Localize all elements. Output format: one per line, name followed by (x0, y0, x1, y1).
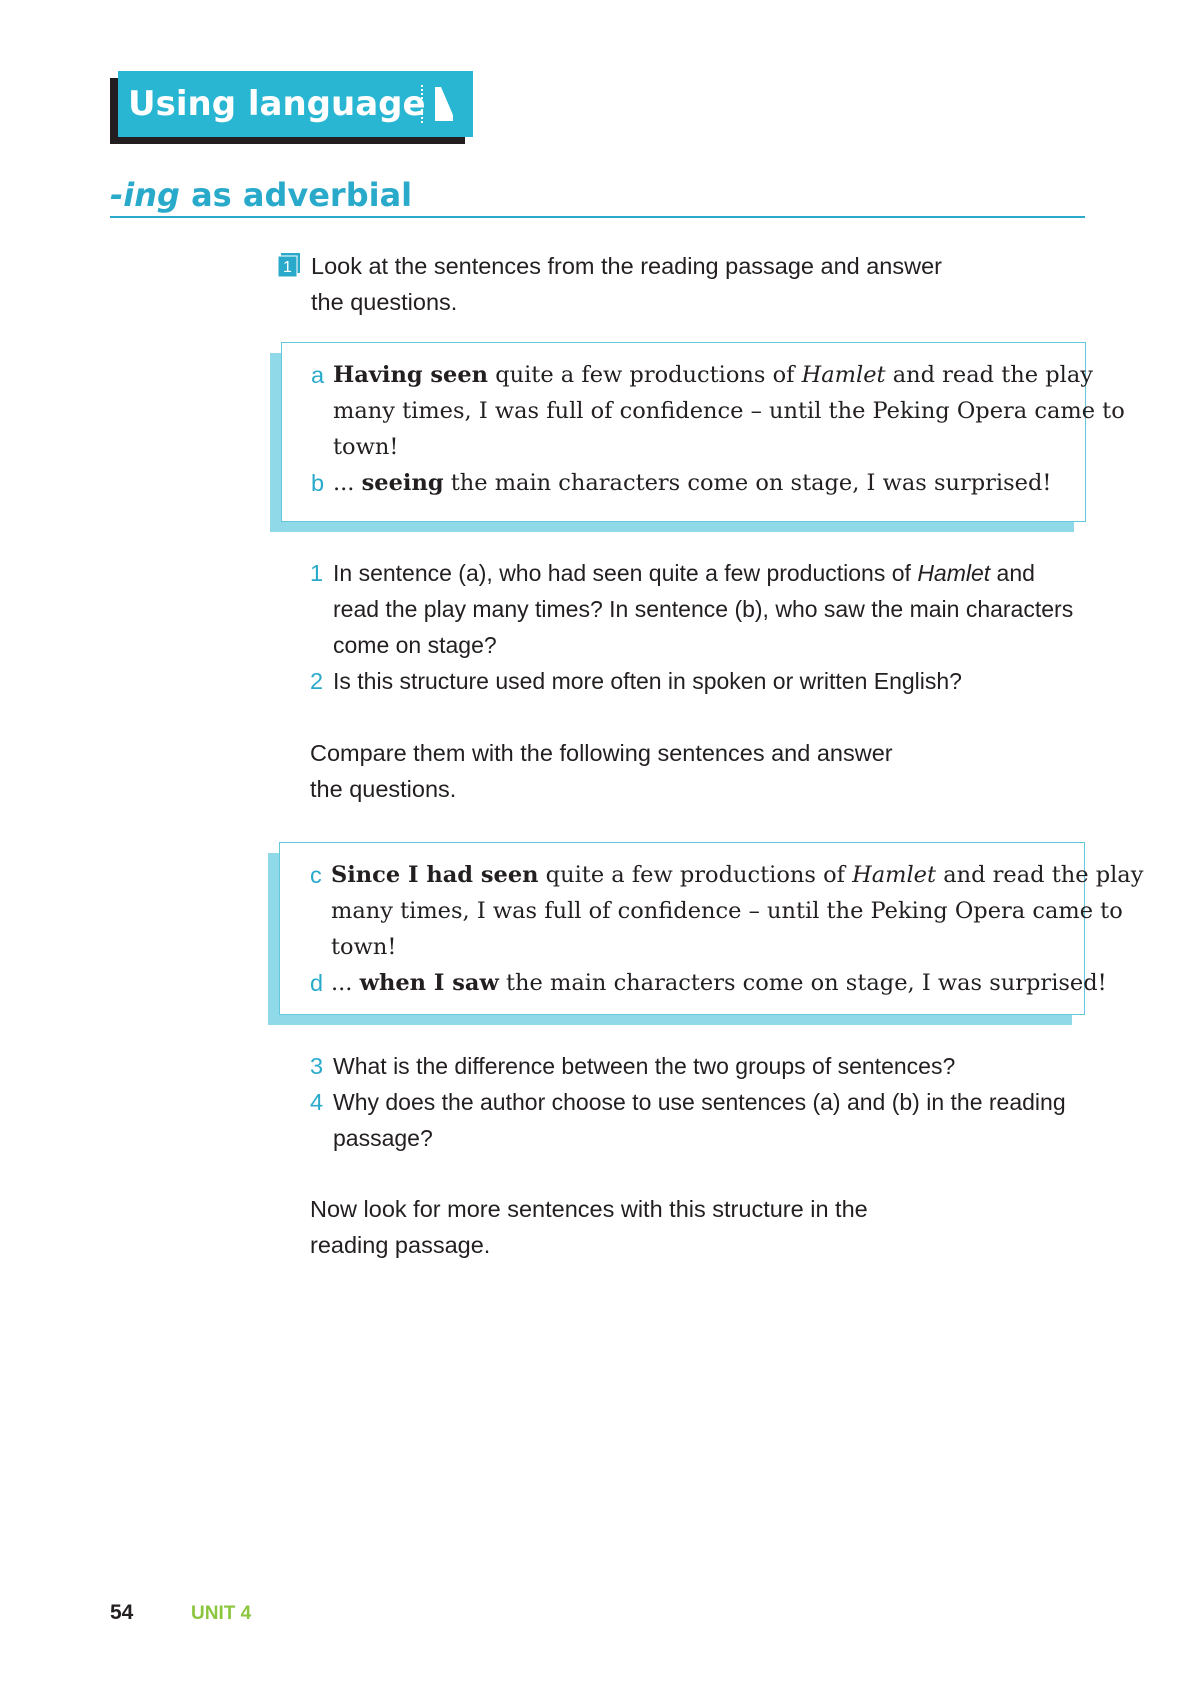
sentence-c-text: quite a few productions of (538, 862, 853, 888)
sentence-c-line: many times, I was full of confidence – until the Peking Opera came to (331, 898, 1123, 924)
sentence-c-bold: Since I had seen (331, 862, 539, 888)
instruction-line: Now look for more sentences with this structure in the (310, 1196, 868, 1222)
sentence-b-bold: seeing (361, 470, 444, 496)
question-line: Is this structure used more often in spoken or written English? (333, 668, 962, 694)
banner-divider (421, 85, 423, 123)
banner-title: Using language (128, 84, 426, 124)
question-text: and (990, 560, 1035, 586)
question-2 (333, 663, 1093, 699)
numbered-square-icon (278, 253, 300, 277)
sentence-c-line: town! (331, 934, 397, 960)
section-title (110, 176, 412, 214)
unit-label: UNIT 4 (191, 1603, 252, 1624)
sentence-label: c (310, 862, 322, 888)
section-title-italic: -ing (110, 176, 180, 214)
sentence-b-line (333, 465, 1051, 501)
closing-instruction (310, 1191, 1010, 1263)
sentence-b-prefix: ... (333, 470, 362, 496)
question-line: Why does the author choose to use sentences (a) and (b) in the reading (333, 1089, 1066, 1115)
sentence-d-line (331, 965, 1107, 1001)
compare-instruction (310, 735, 1010, 807)
sentence-d-text: the main characters come on stage, I was surprised! (498, 970, 1107, 996)
section-title-rest: as adverbial (179, 176, 413, 214)
instruction-line: the questions. (310, 776, 457, 802)
sentence-c-italic: Hamlet (852, 862, 937, 888)
question-number: 4 (310, 1089, 324, 1115)
sentence-label: b (311, 470, 325, 496)
exercise-number: 1 (283, 259, 292, 276)
exercise-instruction (311, 248, 1011, 320)
section-rule (110, 216, 1085, 218)
sentence-a-text: quite a few productions of (488, 362, 802, 388)
sentence-a-line: many times, I was full of confidence – until the Peking Opera came to (333, 398, 1125, 424)
instruction-line: the questions. (311, 289, 458, 315)
sentence-label: d (310, 970, 324, 996)
sentence-c-text: and read the play (936, 862, 1144, 888)
instruction-line: reading passage. (310, 1232, 491, 1258)
question-text: In sentence (a), who had seen quite a few productions of (333, 560, 918, 586)
page-number: 54 (110, 1601, 134, 1624)
question-number: 2 (310, 668, 324, 694)
sentence-b-text: the main characters come on stage, I was surprised! (443, 470, 1052, 496)
question-line: passage? (333, 1125, 433, 1151)
sentence-a-line: town! (333, 434, 399, 460)
question-4 (333, 1084, 1093, 1156)
instruction-line: Look at the sentences from the reading passage and answer (311, 253, 942, 279)
sentence-d-bold: when I saw (359, 970, 499, 996)
question-number: 3 (310, 1053, 324, 1079)
sentence-c-line (331, 857, 1143, 893)
sentence-a-line (333, 357, 1093, 393)
instruction-line: Compare them with the following sentences and answer (310, 740, 893, 766)
sentence-a-text: and read the play (885, 362, 1093, 388)
question-italic: Hamlet (917, 560, 991, 586)
question-line (333, 555, 1093, 591)
page-flag-icon (433, 85, 455, 123)
sentence-a-italic: Hamlet (801, 362, 886, 388)
sentence-d-prefix: ... (331, 970, 360, 996)
header-banner (118, 71, 473, 137)
sentence-label: a (311, 362, 325, 388)
question-number: 1 (310, 560, 324, 586)
question-1 (333, 555, 1093, 663)
question-line: What is the difference between the two groups of sentences? (333, 1053, 956, 1079)
question-line: come on stage? (333, 632, 497, 658)
sentence-a-bold: Having seen (333, 362, 489, 388)
question-3 (333, 1048, 1093, 1084)
question-line: read the play many times? In sentence (b), who saw the main characters (333, 596, 1074, 622)
